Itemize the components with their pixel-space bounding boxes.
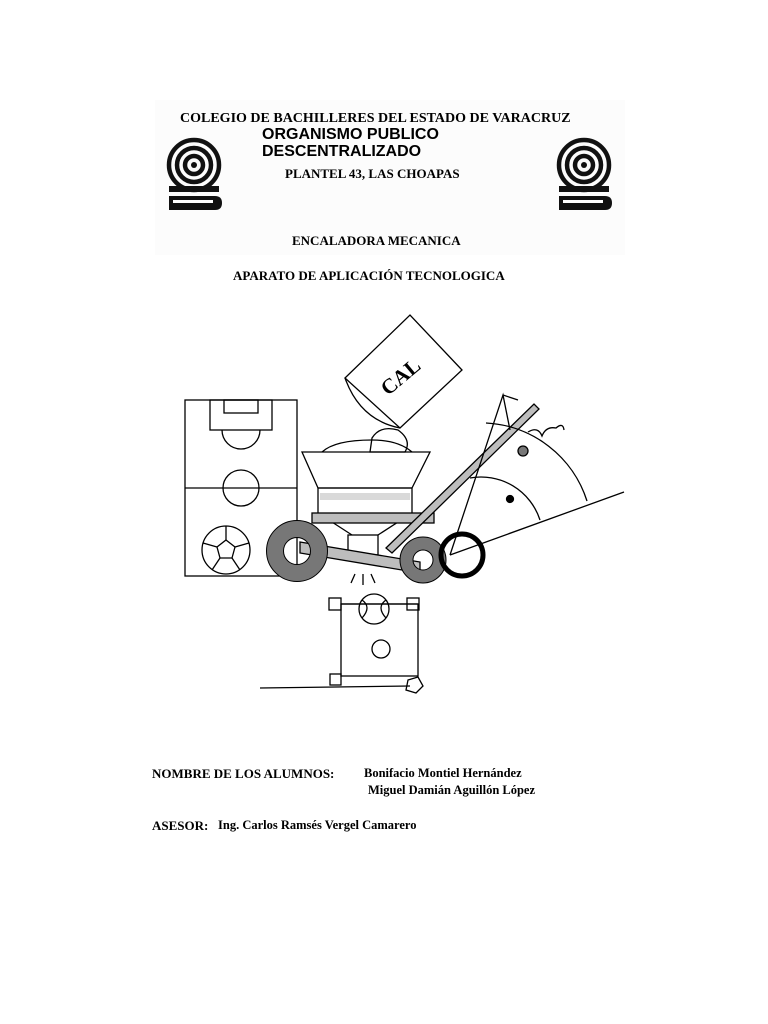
soccer-ball-icon — [202, 526, 250, 574]
plantel-name: PLANTEL 43, LAS CHOAPAS — [285, 166, 460, 181]
wheel-icon — [441, 534, 483, 576]
advisor-name: Ing. Carlos Ramsés Vergel Camarero — [218, 818, 417, 832]
baseball-field-icon — [450, 395, 624, 555]
advisor-label: ASESOR: — [152, 818, 209, 833]
students-label: NOMBRE DE LOS ALUMNOS: — [152, 766, 335, 781]
organism-line-2: DESCENTRALIZADO — [262, 143, 422, 156]
baseball-field-icon — [260, 598, 423, 693]
college-name: COLEGIO DE BACHILLERES DEL ESTADO DE VARACRUZ — [180, 111, 571, 126]
organism-line-1: ORGANISMO PUBLICO — [262, 126, 439, 143]
project-title: ENCALADORA MECANICA — [292, 233, 461, 248]
student-name-2: Miguel Damián Aguillón López — [368, 783, 536, 797]
student-name-1: Bonifacio Montiel Hernández — [364, 766, 522, 780]
baseball-icon — [359, 594, 389, 624]
project-subtitle: APARATO DE APLICACIÓN TECNOLOGICA — [233, 268, 505, 283]
bag-label: CAL — [375, 353, 426, 401]
